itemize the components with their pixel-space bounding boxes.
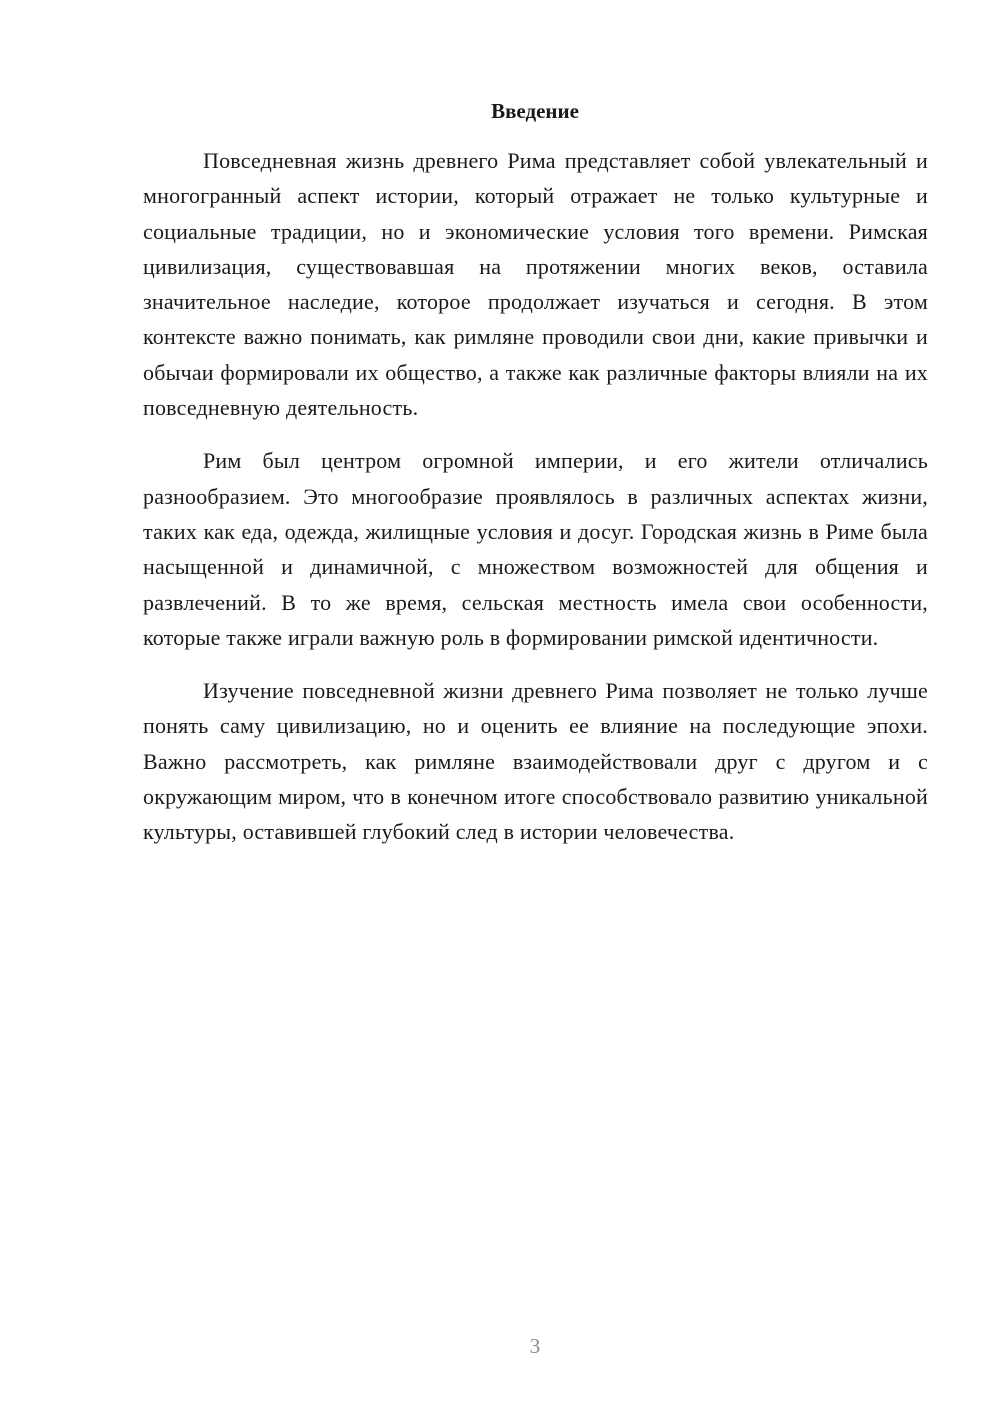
section-title: Введение [491,99,579,123]
page-number: 3 [529,1334,541,1358]
paragraph-2: Рим был центром огромной империи, и его жители отличались разнообразием. Это многообразие проявлялось в различных аспектах жизни, таких как еда, одежда, жилищные условия и досуг. Городская жизнь в Риме была насыщенной и динамичной, с множеством возможностей для общения и развлечений. В то же время, сельская местность имела свои особенности, которые также играли важную роль в формировании римской идентичности. [143,448,928,650]
paragraph-1: Повседневная жизнь древнего Рима представляет собой увлекательный и многогранный аспект истории, который отражает не только культурные и социальные традиции, но и экономические условия того времени. Римская цивилизация, существовавшая на протяжении многих веков, оставила значительное наследие, которое продолжает изучаться и сегодня. В этом контексте важно понимать, как римляне проводили свои дни, какие привычки и обычаи формировали их общество, а также как различные факторы влияли на их повседневную деятельность. [143,148,928,421]
paragraph-3: Изучение повседневной жизни древнего Рима позволяет не только лучше понять саму цивилизацию, но и оценить ее влияние на последующие эпохи. Важно рассмотреть, как римляне взаимодействовали друг с другом и с окружающим миром, что в конечном итоге способствовало развитию уникальной культуры, оставившей глубокий след в истории человечества. [143,678,928,845]
document-body [143,143,928,850]
